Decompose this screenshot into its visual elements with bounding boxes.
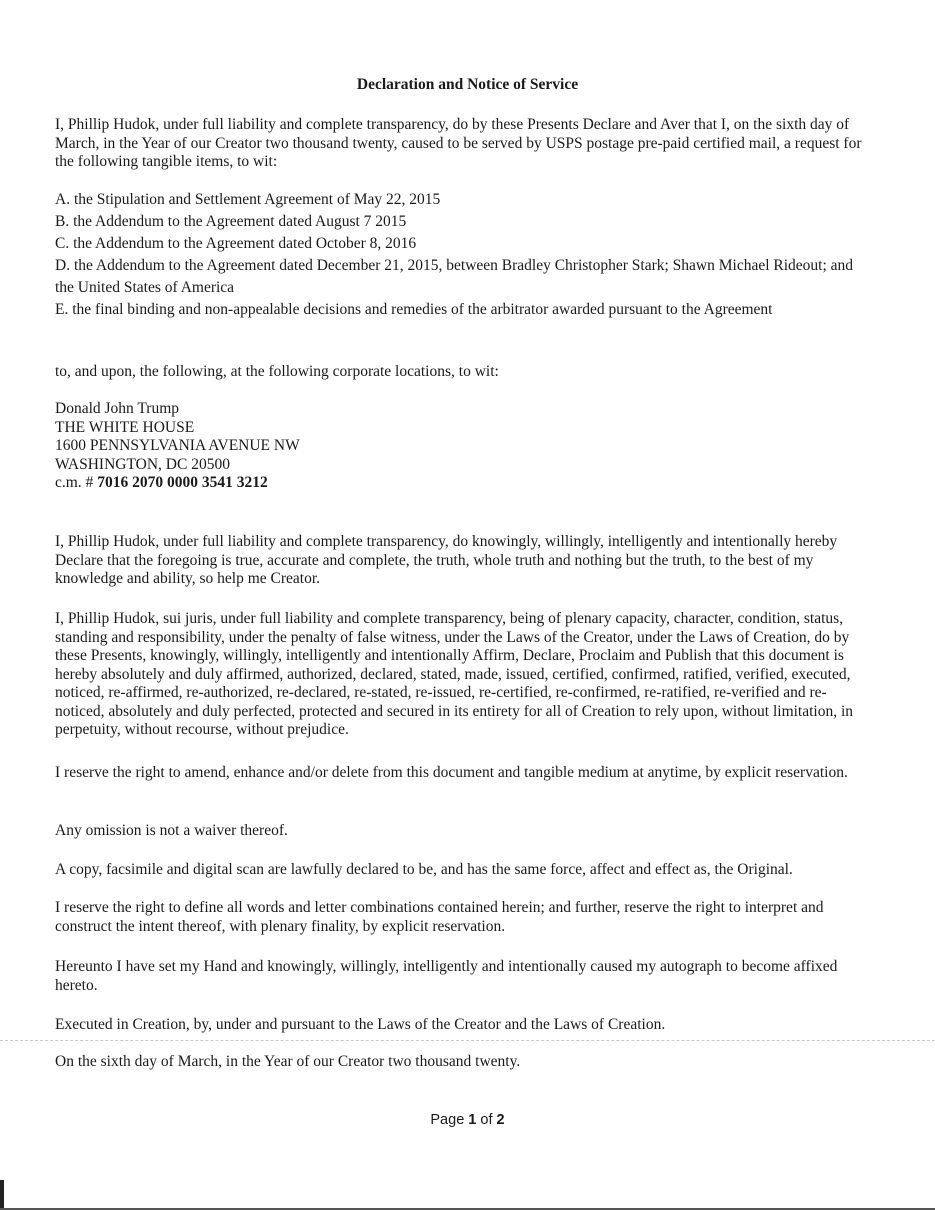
address-street: 1600 PENNSYLVANIA AVENUE NW	[55, 437, 300, 454]
intro-paragraph: I, Phillip Hudok, under full liability and complete transparency, do by these Presents Declare and Aver that I, on the sixth day of March, in the Year of our Creator two thousand twenty, caused to be served by USPS postage pre-paid certified mail, a request for the following tangible items, to wit:	[55, 116, 862, 170]
declaration-paragraph: I, Phillip Hudok, under full liability and complete transparency, do knowingly, willingly, intelligently and intentionally hereby Declare that the foregoing is true, accurate and complete, the truth, whole truth and nothing but the truth, to the best of my knowledge and ability, so help me Creator.	[55, 533, 838, 587]
certified-mail-prefix: c.m. #	[55, 474, 98, 491]
address-block	[55, 400, 875, 493]
list-item-a: A. the Stipulation and Settlement Agreement of May 22, 2015	[55, 191, 441, 208]
hereunto-paragraph: Hereunto I have set my Hand and knowingly, willingly, intelligently and intentionally caused my autograph to become affixed hereto.	[55, 958, 838, 994]
definition-paragraph: I reserve the right to define all words and letter combinations contained herein; and further, reserve the right to interpret and construct the intent thereof, with plenary finality, by explicit reservation.	[55, 899, 824, 935]
page-total: 2	[496, 1112, 505, 1128]
list-item-b: B. the Addendum to the Agreement dated August 7 2015	[55, 213, 407, 230]
page-label: Page	[430, 1112, 465, 1128]
omission-paragraph: Any omission is not a waiver thereof.	[55, 822, 288, 839]
scan-artifact-line	[0, 1040, 935, 1041]
address-name: Donald John Trump	[55, 400, 180, 417]
certified-mail-number: 7016 2070 0000 3541 3212	[97, 474, 268, 491]
of-label: of	[480, 1112, 493, 1128]
date-paragraph: On the sixth day of March, in the Year of our Creator two thousand twenty.	[55, 1053, 521, 1070]
document-title: Declaration and Notice of Service	[356, 76, 579, 93]
page-footer	[0, 1112, 935, 1128]
address-org: THE WHITE HOUSE	[55, 418, 195, 436]
list-item-d: D. the Addendum to the Agreement dated December 21, 2015, between Bradley Christopher Stark; Shawn Michael Rideout; and the United States of America	[55, 257, 854, 296]
served-intro: to, and upon, the following, at the following corporate locations, to wit:	[55, 363, 499, 380]
list-item-e: E. the final binding and non-appealable decisions and remedies of the arbitrator awarded pursuant to the Agreement	[55, 301, 773, 318]
address-city: WASHINGTON, DC 20500	[55, 455, 230, 473]
reservation-paragraph: I reserve the right to amend, enhance and/or delete from this document and tangible medium at anytime, by explicit reservation.	[55, 764, 848, 781]
executed-paragraph: Executed in Creation, by, under and pursuant to the Laws of the Creator and the Laws of Creation.	[55, 1016, 666, 1033]
scan-edge-mark	[0, 1180, 4, 1210]
page-number: 1	[468, 1112, 477, 1128]
certified-mail-line	[55, 474, 875, 493]
copy-paragraph: A copy, facsimile and digital scan are lawfully declared to be, and has the same force, affect and effect as, the Original.	[55, 861, 793, 878]
items-list	[55, 189, 875, 321]
list-item-c: C. the Addendum to the Agreement dated October 8, 2016	[55, 235, 417, 252]
affirmation-paragraph: I, Phillip Hudok, sui juris, under full liability and complete transparency, being of plenary capacity, character, condition, status, standing and responsibility, under the penalty of false witness, under the Laws of the Creator, under the Laws of Creation, do by these Presents, knowingly, willingly, intelligently and intentionally Affirm, Declare, Proclaim and Publish that this document is hereby absolutely and duly affirmed, authorized, declared, stated, made, issued, certified, confirmed, ratified, verified, executed, noticed, re-affirmed, re-authorized, re-declared, re-stated, re-issued, re-certified, re-confirmed, re-ratified, re-verified and re-noticed, absolutely and duly perfected, protected and secured in its entirety for all of Creation to rely upon, without limitation, in perpetuity, without recourse, without prejudice.	[55, 610, 854, 738]
